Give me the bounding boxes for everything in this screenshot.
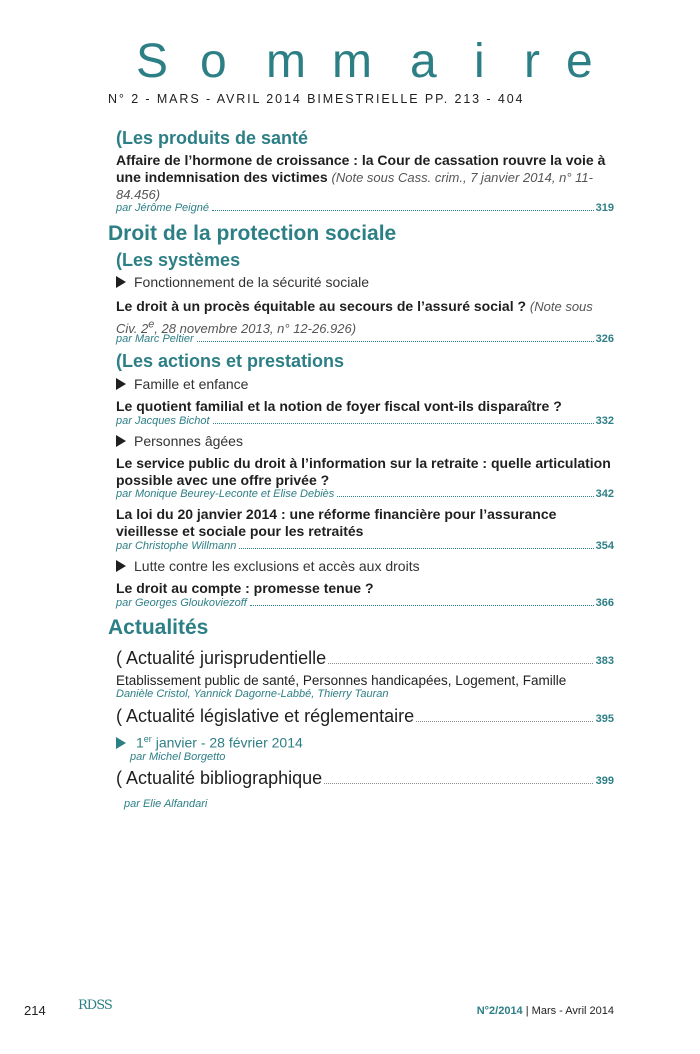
author-name: par Monique Beurey-Leconte et Elise Debiès	[116, 488, 335, 500]
article-byline[interactable]	[116, 488, 614, 500]
title-letter: m	[332, 35, 372, 88]
article-title[interactable]	[116, 455, 616, 488]
title-letter: o	[200, 35, 227, 88]
article-byline[interactable]	[116, 415, 614, 427]
title-letter: e	[566, 35, 593, 88]
leader-dots	[337, 496, 593, 497]
subcategory-personnes-agees	[116, 433, 243, 449]
leader-dots	[416, 721, 592, 722]
actualite-jurisprudentielle[interactable]	[116, 648, 614, 669]
legis-author: par Michel Borgetto	[130, 751, 226, 763]
article-title-text: Le droit à un procès équitable au secours de l’assuré social ?	[116, 298, 527, 314]
page-number: 395	[595, 713, 614, 725]
title-letter: i	[474, 35, 485, 88]
article-note: (Note sous Civ. 2e, 28 novembre 2013, n° 12-26.926)	[116, 299, 593, 337]
page-number: 399	[595, 775, 614, 787]
leader-dots	[197, 341, 594, 342]
title-letter: a	[410, 35, 437, 88]
biblio-author: par Elie Alfandari	[124, 798, 208, 810]
triangle-bullet-icon	[116, 276, 126, 288]
article-title-text: Le service public du droit à l’information sur la retraite : quelle articulation possible avec une offre privée ?	[116, 455, 611, 488]
article-title-text: Le quotient familial et la notion de foyer fiscal vont-ils disparaître ?	[116, 398, 562, 414]
section-produits-sante: (Les produits de santé	[116, 128, 309, 148]
title-letter: m	[266, 35, 306, 88]
section-actions-prestations: (Les actions et prestations	[116, 351, 345, 371]
section-actualites: Actualités	[108, 616, 209, 639]
author-name: par Georges Gloukoviezoff	[116, 597, 247, 609]
page-number: 332	[595, 415, 614, 427]
leader-dots	[250, 605, 594, 606]
page-number: 326	[595, 333, 614, 345]
leader-dots	[213, 423, 594, 424]
page-number: 354	[595, 540, 614, 552]
page-number: 342	[595, 488, 614, 500]
actualite-bibliographique[interactable]	[116, 768, 614, 789]
issue-subtitle: N° 2 - MARS - AVRIL 2014 BIMESTRIELLE PP. 213 - 404	[108, 92, 525, 106]
title-letter: S	[136, 35, 169, 88]
article-byline[interactable]	[116, 333, 614, 345]
subcategory-label: Personnes âgées	[134, 433, 243, 449]
actualite-label: ( Actualité bibliographique	[116, 768, 323, 788]
footer-issue-info	[477, 1005, 614, 1017]
subcategory-label: Famille et enfance	[134, 376, 249, 392]
title-letter: r	[524, 35, 540, 88]
leader-dots	[324, 783, 593, 784]
subcategory-exclusions	[116, 558, 420, 574]
article-title[interactable]	[116, 506, 616, 539]
article-title-text: Le droit au compte : promesse tenue ?	[116, 580, 374, 596]
author-name: par Jacques Bichot	[116, 415, 210, 427]
triangle-bullet-icon	[116, 737, 126, 749]
rdss-logo: RDSS	[78, 998, 112, 1013]
article-note: (Note sous Cass. crim., 7 janvier 2014, n° 11-84.456)	[116, 169, 593, 202]
article-title[interactable]	[116, 580, 616, 597]
article-byline[interactable]	[116, 202, 614, 214]
section-protection-sociale: Droit de la protection sociale	[108, 222, 397, 245]
legis-date-range: 1er janvier - 28 février 2014	[116, 734, 303, 751]
footer-period: Mars - Avril 2014	[531, 1005, 614, 1017]
leader-dots	[212, 210, 594, 211]
article-title-text: La loi du 20 janvier 2014 : une réforme financière pour l’assurance vieillesse et sociale pour les retraités	[116, 506, 557, 539]
subcategory-label: Fonctionnement de la sécurité sociale	[134, 274, 370, 290]
page-number: 383	[595, 655, 614, 667]
juris-authors: Danièle Cristol, Yannick Dagorne-Labbé, Thierry Tauran	[116, 688, 389, 700]
subcategory-label: Lutte contre les exclusions et accès aux droits	[134, 558, 420, 574]
subcategory-fonctionnement	[116, 274, 369, 290]
triangle-bullet-icon	[116, 378, 126, 390]
page-number: 319	[595, 202, 614, 214]
article-byline[interactable]	[116, 597, 614, 609]
leader-dots	[328, 663, 593, 664]
triangle-bullet-icon	[116, 560, 126, 572]
author-name: par Jérôme Peigné	[116, 202, 209, 214]
subcategory-famille	[116, 376, 248, 392]
footer-separator: |	[522, 1005, 532, 1017]
author-name: par Christophe Willmann	[116, 540, 237, 552]
actualite-legislative[interactable]	[116, 706, 614, 727]
article-title[interactable]	[116, 398, 616, 415]
article-title[interactable]	[116, 152, 616, 204]
author-name: par Marc Peltier	[116, 333, 194, 345]
footer-page-number: 214	[24, 1003, 46, 1018]
juris-topics: Etablissement public de santé, Personnes handicapées, Logement, Famille	[116, 673, 567, 688]
actualite-label: ( Actualité législative et réglementaire	[116, 706, 415, 726]
page-number: 366	[595, 597, 614, 609]
footer-issue: N°2/2014	[476, 1005, 523, 1017]
article-title-text: Affaire de l’hormone de croissance : la Cour de cassation rouvre la voie à une indemnisation des victimes	[116, 152, 606, 185]
leader-dots	[239, 548, 593, 549]
actualite-label: ( Actualité jurisprudentielle	[116, 648, 327, 668]
article-byline[interactable]	[116, 540, 614, 552]
section-systemes: (Les systèmes	[116, 250, 241, 270]
triangle-bullet-icon	[116, 435, 126, 447]
